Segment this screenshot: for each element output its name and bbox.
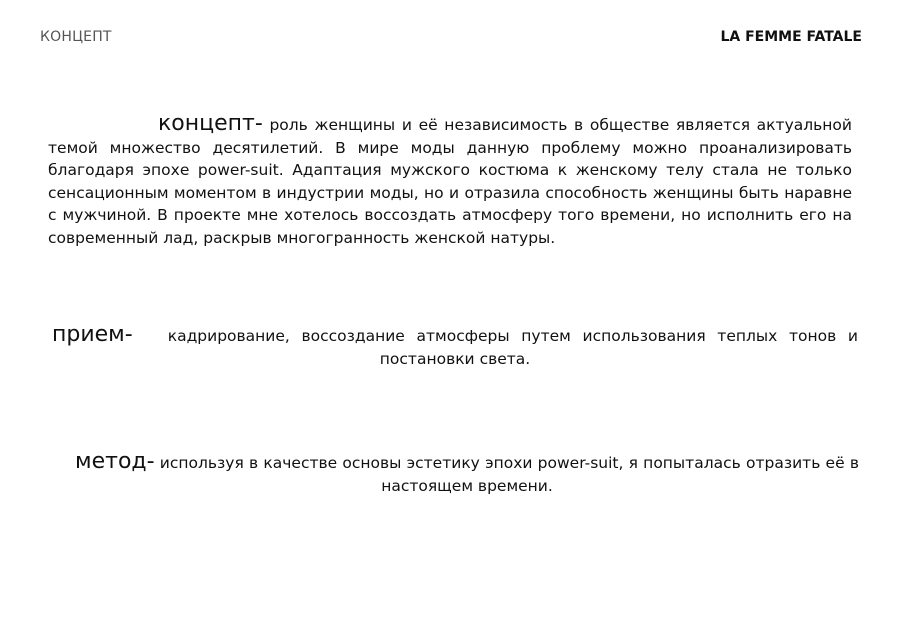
section-title: КОНЦЕПТ (40, 29, 112, 45)
technique-paragraph (52, 324, 858, 370)
method-text: используя в качестве основы эстетику эпохи power-suit, я попыталась отразить её в настоящем времени. (159, 454, 859, 495)
method-keyword: метод- (75, 449, 155, 474)
technique-text: кадрирование, воссоздание атмосферы путем использования теплых тонов и постановки света. (167, 327, 858, 368)
method-paragraph (75, 451, 859, 497)
concept-paragraph (48, 113, 852, 249)
technique-keyword: прием- (52, 322, 133, 347)
project-title: LA FEMME FATALE (720, 29, 862, 45)
concept-text: роль женщины и её независимость в обществе является актуальной темой множество десятилетий. В мире моды данную проблему можно проанализировать благодаря эпохе power-suit. Адаптация мужского костюма к женскому телу стала не только сенсационным моментом в индустрии моды, но и отразила способность женщины быть наравне с мужчиной. В проекте мне хотелось воссоздать атмосферу того времени, но исполнить его на современный лад, раскрыв многогранность женской натуры. (48, 116, 852, 247)
concept-keyword: концепт- (158, 111, 263, 136)
